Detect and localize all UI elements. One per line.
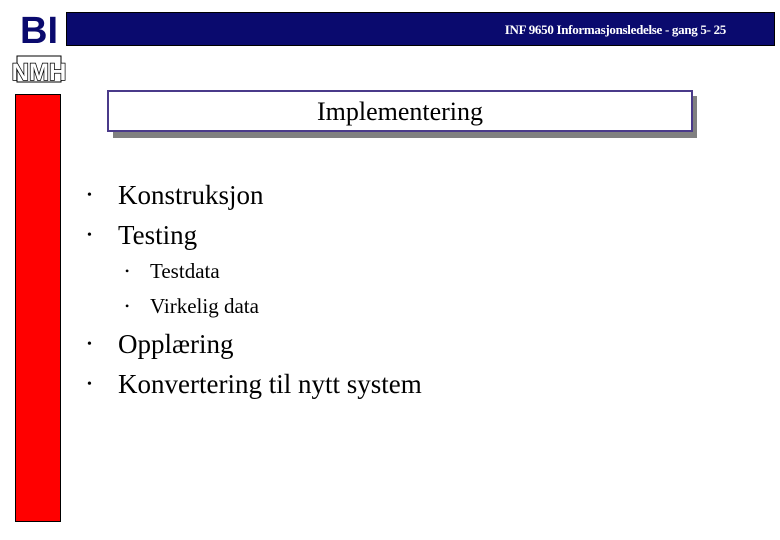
bullet-text: Testing: [118, 220, 198, 250]
bullet-text: Virkelig data: [150, 294, 259, 318]
bullet-dot-icon: •: [87, 377, 92, 392]
bullet-text: Konstruksjon: [118, 180, 264, 210]
nmh-logo-text: NMH: [11, 59, 67, 86]
header-title: INF 9650 Informasjonsledelse - gang 5- 25: [504, 22, 726, 37]
sub-bullet-item: [125, 259, 220, 284]
bullet-dot-icon: •: [125, 299, 130, 313]
header-bar: [66, 12, 775, 46]
bullet-dot-icon: •: [87, 337, 92, 352]
bullet-text: Konvertering til nytt system: [118, 369, 422, 399]
bullet-item: [87, 329, 234, 360]
nmh-logo: [11, 52, 67, 86]
slide-title: Implementering: [316, 97, 484, 126]
bullet-dot-icon: •: [125, 264, 130, 278]
bullet-item: [87, 369, 422, 400]
bullet-text: Opplæring: [118, 329, 234, 359]
bi-logo: [15, 10, 63, 50]
title-box: [107, 90, 693, 132]
bullet-item: [87, 180, 264, 211]
left-accent-bar: [15, 94, 61, 522]
bullet-dot-icon: •: [87, 228, 92, 243]
bi-logo-text: BI: [20, 10, 58, 52]
bullet-dot-icon: •: [87, 188, 92, 203]
bullet-text: Testdata: [150, 259, 220, 283]
bullet-item: [87, 220, 198, 251]
sub-bullet-item: [125, 294, 259, 319]
